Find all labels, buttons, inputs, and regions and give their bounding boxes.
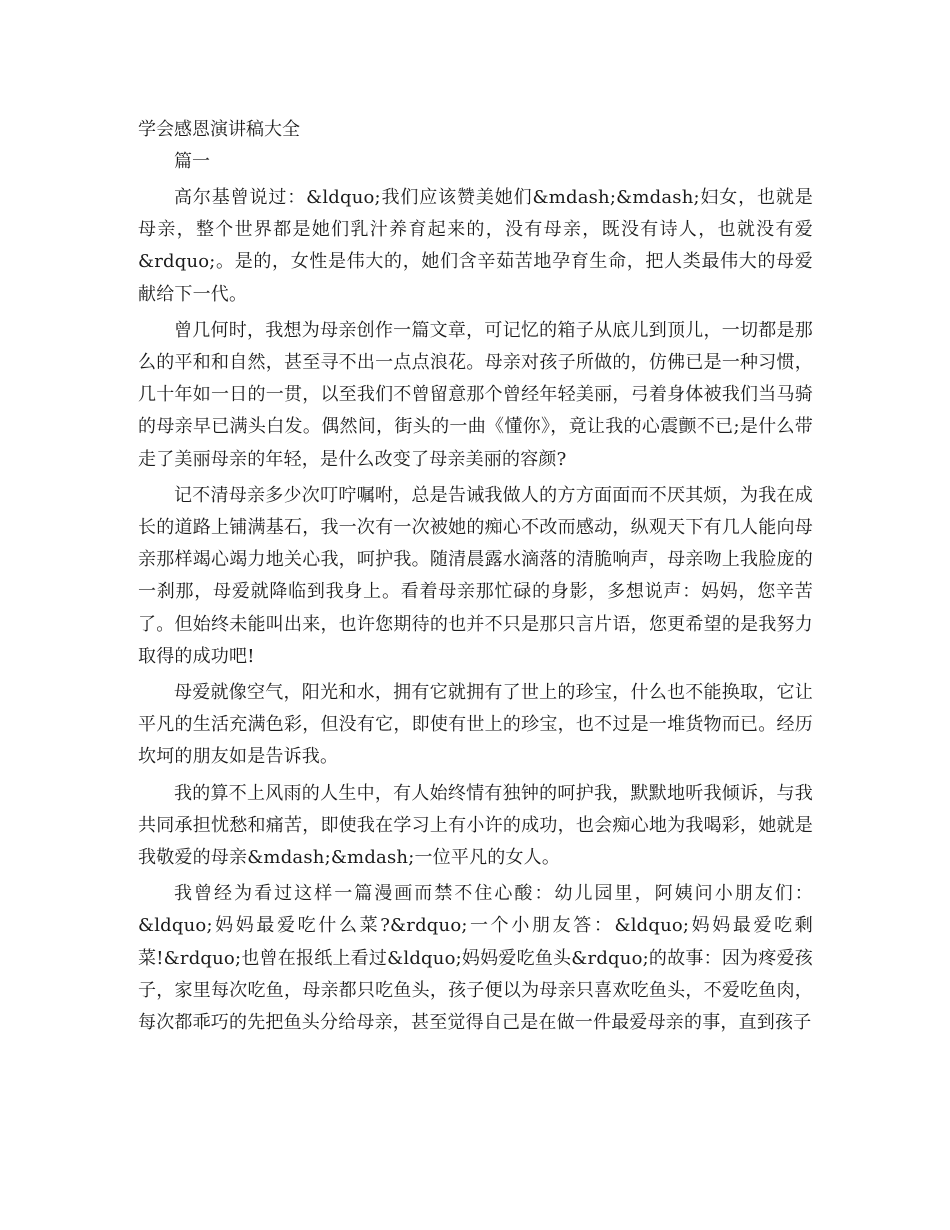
- paragraph-2: 曾几何时，我想为母亲创作一篇文章，可记忆的箱子从底儿到顶儿，一切都是那么的平和和自然，甚至寻不出一点点浪花。母亲对孩子所做的，仿佛已是一种习惯，几十年如一日的一贯，以至我们不曾留意那个曾经年轻美丽，弓着身体被我们当马骑的母亲早已满头白发。偶然间，街头的一曲《懂你》，竟让我的心震颤不已;是什么带走了美丽母亲的年轻，是什么改变了母亲美丽的容颜?: [138, 319, 813, 470]
- paragraph-5: 我的算不上风雨的人生中，有人始终情有独钟的呵护我，默默地听我倾诉，与我共同承担忧愁和痛苦，即使我在学习上有小许的成功，也会痴心地为我喝彩，她就是我敬爱的母亲&mdash;&mdash;一位平凡的女人。: [138, 782, 813, 869]
- paragraph-3: 记不清母亲多少次叮咛嘱咐，总是告诫我做人的方方面面而不厌其烦，为我在成长的道路上铺满基石，我一次有一次被她的痴心不改而感动，纵观天下有几人能向母亲那样竭心竭力地关心我，呵护我。随清晨露水滴落的清脆响声，母亲吻上我脸庞的一刹那，母爱就降临到我身上。看着母亲那忙碌的身影，多想说声：妈妈，您辛苦了。但始终未能叫出来，也许您期待的也并不只是那只言片语，您更希望的是我努力取得的成功吧!: [138, 484, 813, 667]
- document-body: [138, 116, 813, 1039]
- paragraph-4: 母爱就像空气，阳光和水，拥有它就拥有了世上的珍宝，什么也不能换取，它让平凡的生活充满色彩，但没有它，即使有世上的珍宝，也不过是一堆货物而已。经历坎坷的朋友如是告诉我。: [138, 682, 813, 768]
- paragraph-1: 高尔基曾说过：&ldquo;我们应该赞美她们&mdash;&mdash;妇女，也就是母亲，整个世界都是她们乳汁养育起来的，没有母亲，既没有诗人，也就没有爱&rdquo;。是的，女性是伟大的，她们含辛茹苦地孕育生命，把人类最伟大的母爱献给下一代。: [138, 187, 813, 305]
- document-title: 学会感恩演讲稿大全: [138, 119, 300, 140]
- paragraph-6: 我曾经为看过这样一篇漫画而禁不住心酸：幼儿园里，阿姨问小朋友们：&ldquo;妈妈最爱吃什么菜?&rdquo;一个小朋友答：&ldquo;妈妈最爱吃剩菜!&rdquo;也曾在报纸上看过&ldquo;妈妈爱吃鱼头&rdquo;的故事：因为疼爱孩子，家里每次吃鱼，母亲都只吃鱼头，孩子便以为母亲只喜欢吃鱼头，不爱吃鱼肉，每次都乖巧的先把鱼头分给母亲，甚至觉得自己是在做一件最爱母亲的事，直到孩子: [138, 883, 813, 1034]
- section-label: 篇一: [174, 151, 210, 172]
